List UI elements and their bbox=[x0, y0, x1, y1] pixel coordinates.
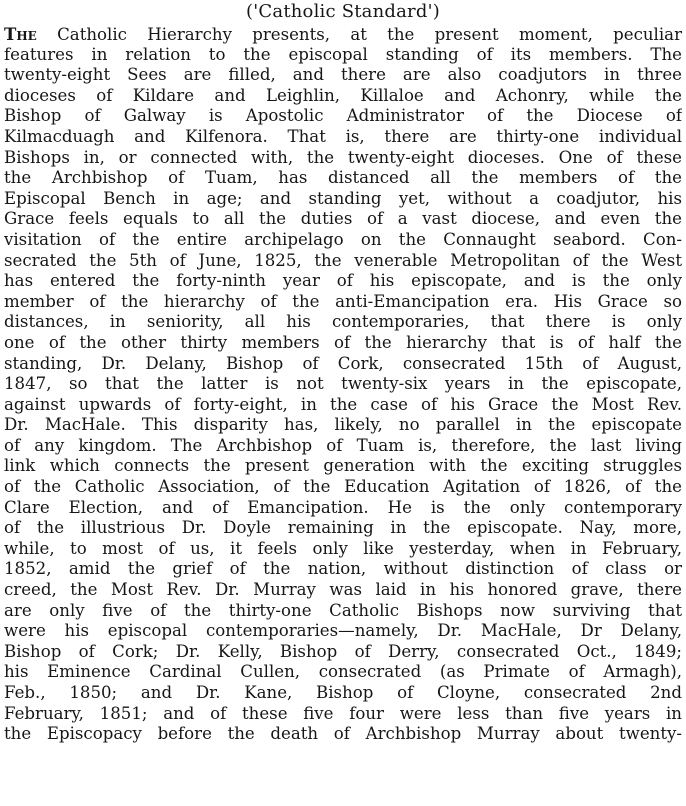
text-line: visitation of the entire archipelago on the Connaught seabord. Con- bbox=[4, 229, 682, 249]
text-line: creed, the Most Rev. Dr. Murray was laid in his honored grave, there bbox=[4, 580, 682, 600]
text-line: are only five of the thirty-one Catholic Bishops now surviving that bbox=[4, 600, 682, 620]
text-line: Feb., 1850; and Dr. Kane, Bishop of Cloyne, consecrated 2nd bbox=[4, 683, 682, 702]
text-line: Dr. MacHale. This disparity has, likely, no parallel in the episcopate bbox=[4, 415, 682, 435]
text-line: dioceses of Kildare and Leighlin, Killaloe and Achonry, while the bbox=[4, 85, 682, 105]
text-line bbox=[4, 24, 682, 45]
text-line: standing, Dr. Delany, Bishop of Cork, consecrated 15th of August, bbox=[4, 353, 682, 373]
text-line: of any kingdom. The Archbishop of Tuam is, therefore, the last living bbox=[4, 435, 682, 455]
text-line: the Archbishop of Tuam, has distanced all the members of the bbox=[4, 168, 682, 188]
text-line: while, to most of us, it feels only like yesterday, when in February, bbox=[4, 538, 682, 558]
text-line: 1852, amid the grief of the nation, without distinction of class or bbox=[4, 559, 682, 579]
article-body bbox=[4, 24, 682, 745]
line-text: Catholic Hierarchy presents, at the present moment, peculiar bbox=[36, 25, 682, 44]
text-line: Bishops in, or connected with, the twenty-eight dioceses. One of these bbox=[4, 147, 682, 167]
text-line: link which connects the present generation with the exciting struggles bbox=[4, 456, 682, 476]
text-line: 1847, so that the latter is not twenty-six years in the episcopate, bbox=[4, 374, 682, 394]
text-line: member of the hierarchy of the anti-Emancipation era. His Grace so bbox=[4, 291, 682, 311]
text-line: Clare Election, and of Emancipation. He is the only contemporary bbox=[4, 497, 682, 517]
text-line: of the Catholic Association, of the Education Agitation of 1826, of the bbox=[4, 477, 682, 497]
text-line: of the illustrious Dr. Doyle remaining in the episcopate. Nay, more, bbox=[4, 518, 682, 538]
text-line: twenty-eight Sees are filled, and there are also coadjutors in three bbox=[4, 65, 682, 85]
text-line: Kilmacduagh and Kilfenora. That is, there are thirty-one individual bbox=[4, 126, 682, 146]
text-line: the Episcopacy before the death of Archbishop Murray about twenty- bbox=[4, 724, 682, 744]
lead-word: The bbox=[4, 24, 37, 44]
text-line: were his episcopal contemporaries—namely, Dr. MacHale, Dr Delany, bbox=[4, 621, 682, 641]
source-heading: ('Catholic Standard') bbox=[246, 1, 440, 22]
text-line: against upwards of forty-eight, in the case of his Grace the Most Rev. bbox=[4, 394, 682, 414]
text-line: Bishop of Cork; Dr. Kelly, Bishop of Derry, consecrated Oct., 1849; bbox=[4, 641, 682, 661]
text-line: distances, in seniority, all his contemporaries, that there is only bbox=[4, 312, 682, 332]
text-line: February, 1851; and of these five four were less than five years in bbox=[4, 703, 682, 723]
text-line: features in relation to the episcopal standing of its members. The bbox=[4, 44, 682, 64]
text-line: one of the other thirty members of the hierarchy that is of half the bbox=[4, 332, 682, 352]
text-line: secrated the 5th of June, 1825, the venerable Metropolitan of the West bbox=[4, 250, 682, 270]
text-line: has entered the forty-ninth year of his episcopate, and is the only bbox=[4, 271, 682, 291]
text-line: Episcopal Bench in age; and standing yet, without a coadjutor, his bbox=[4, 188, 682, 208]
text-line: his Eminence Cardinal Cullen, consecrated (as Primate of Armagh), bbox=[4, 662, 682, 682]
text-line: Bishop of Galway is Apostolic Administrator of the Diocese of bbox=[4, 106, 682, 126]
text-line: Grace feels equals to all the duties of a vast diocese, and even the bbox=[4, 209, 682, 229]
